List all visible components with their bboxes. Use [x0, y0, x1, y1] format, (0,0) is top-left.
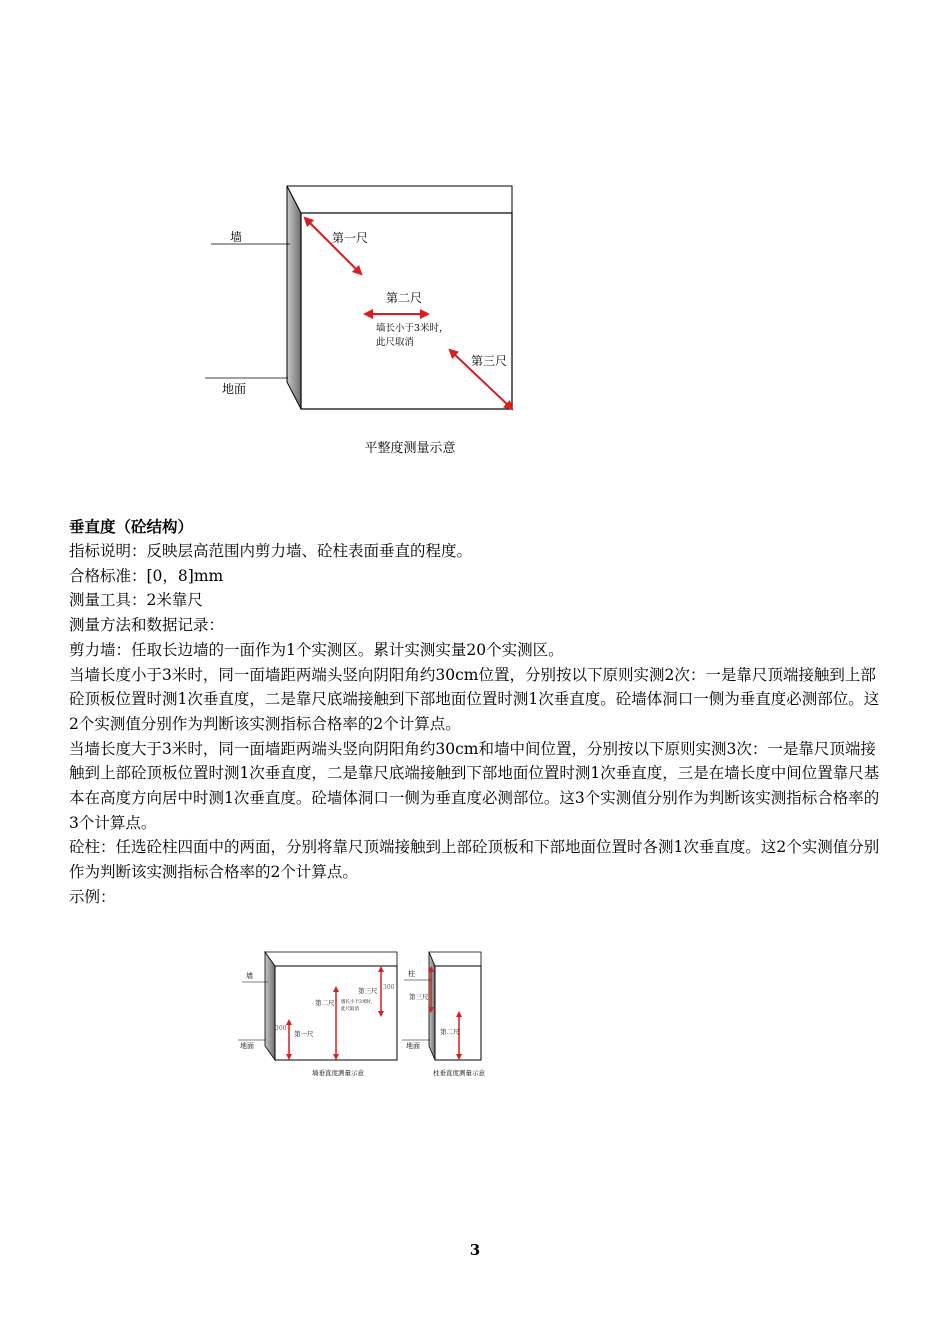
ruler-1-label: 第一尺: [332, 231, 369, 245]
wall-note-line2: 此尺取消: [341, 1007, 359, 1012]
wall-side-face: [287, 186, 301, 409]
column-front-face: [435, 966, 481, 1060]
ruler-2-note-line1: 墙长小于3米时，: [376, 323, 449, 334]
wall-over-3m-paragraph: 当墙长度大于3米时，同一面墙距两端头竖向阴阳角约30cm和墙中间位置，分别按以下原则实测3次：一是靠尺顶端接触到上部砼顶板位置时测1次垂直度，二是靠尺底端接触到下部地面位置时测1次垂直度，三是在墙长度中间位置靠尺基本在高度方向居中时测1次垂直度。砼墙体洞口一侧为垂直度必测部位。这3个实测值分别作为判断该实测指标合格率的3个计算点。: [69, 739, 880, 832]
ruler-3-label: 第三尺: [471, 354, 508, 368]
column-side-face: [429, 952, 435, 1060]
wall-ruler-2-label: 第二尺: [315, 999, 335, 1007]
ground-label: 地面: [240, 1042, 254, 1050]
wall-top-face: [287, 186, 512, 213]
wall-under-3m-paragraph: 当墙长度小于3米时，同一面墙距两端头竖向阴阳角约30cm位置，分别按以下原则实测2次：一是靠尺顶端接触到上部砼顶板位置时测1次垂直度，二是靠尺底端接触到下部地面位置时测1次垂直度。砼墙体洞口一侧为垂直度必测部位。这2个实测值分别作为判断该实测指标合格率的2个计算点。: [69, 665, 880, 733]
wall-top-face: [265, 952, 397, 966]
flatness-diagram-caption: 平整度测量示意: [364, 441, 456, 456]
wall-note-line1: 墙长小于3米时，: [341, 1000, 376, 1005]
qualified-standard: 合格标准：[0，8]mm: [69, 566, 224, 585]
example-label: 示例：: [69, 887, 116, 906]
ruler-2-note-line2: 此尺取消: [376, 337, 415, 348]
section-body: [69, 539, 884, 910]
wall-ruler-1-label: 第一尺: [294, 1030, 314, 1038]
section-title: 垂直度（砼结构）: [69, 517, 194, 536]
method-heading: 测量方法和数据记录：: [69, 616, 225, 635]
column-ruler-2-label: 第二尺: [440, 1028, 460, 1036]
indicator-description: 指标说明：反映层高范围内剪力墙、砼柱表面垂直的程度。: [69, 542, 473, 560]
column-label: 柱: [408, 970, 415, 978]
column-caption: 柱垂直度测量示意: [433, 1069, 485, 1077]
wall-ruler-3-label: 第三尺: [358, 987, 378, 995]
verticality-diagram: [235, 945, 505, 1080]
column-paragraph: 砼柱：任选砼柱四面中的两面，分别将靠尺顶端接触到上部砼顶板和下部地面位置时各测1次垂直度。这2个实测值分别作为判断该实测指标合格率的2个计算点。: [69, 838, 880, 882]
wall-label: 墙: [246, 972, 253, 980]
wall-label: 墙: [230, 230, 243, 244]
column-ruler-3-label: 第三尺: [409, 993, 429, 1001]
wall-side-face: [265, 952, 275, 1060]
column-ground-label: 地面: [406, 1042, 420, 1050]
ruler-2-label: 第二尺: [386, 291, 423, 305]
page-number: 3: [469, 1241, 481, 1259]
shear-wall-paragraph: 剪力墙：任取长边墙的一面作为1个实测区。累计实测实量20个实测区。: [69, 640, 564, 659]
ground-label: 地面: [222, 382, 247, 396]
flatness-diagram: [195, 178, 535, 428]
measuring-tool: 测量工具：2米靠尺: [69, 591, 203, 610]
column-top-face: [429, 952, 481, 966]
dim-300-right: 300: [383, 984, 395, 991]
dim-300-left: 300: [275, 1025, 287, 1032]
wall-caption: 墙垂直度测量示意: [312, 1069, 364, 1077]
